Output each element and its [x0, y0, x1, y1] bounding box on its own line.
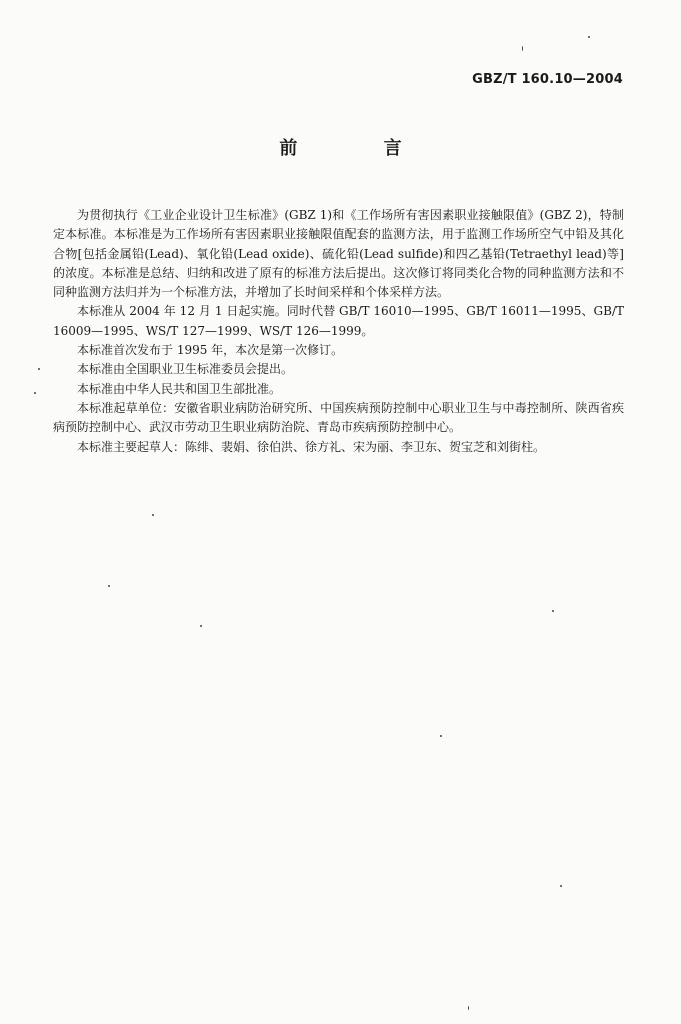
paragraph-purpose: 为贯彻执行《工业企业设计卫生标准》(GBZ 1)和《工作场所有害因素职业接触限值》(GBZ 2)，特制定本标准。本标准是为工作场所有害因素职业接触限值配套的监测方法，用于监测工作场所空气中铅及其化合物[包括金属铅(Lead)、氧化铅(Lead oxide)、硫化铅(Lead sulfide)和四乙基铅(Tetraethyl lead)等]的浓度。本标准是总结、归纳和改进了原有的标准方法后提出。这次修订将同类化合物的同种监测方法和不同种监测方法归并为一个标准方法，并增加了长时间采样和个体采样方法。	[53, 208, 624, 300]
scan-speck	[152, 514, 154, 516]
scan-speck	[552, 610, 554, 612]
paragraph-approved-by: 本标准由中华人民共和国卫生部批准。	[77, 381, 282, 396]
page-title: 前 言	[279, 138, 442, 159]
scan-speck	[588, 36, 590, 38]
scan-speck	[468, 1006, 469, 1010]
scan-speck	[108, 585, 110, 587]
document-body	[53, 206, 624, 457]
paragraph-proposed-by: 本标准由全国职业卫生标准委员会提出。	[77, 362, 294, 377]
paragraph-first-issue: 本标准首次发布于 1995 年，本次是第一次修订。	[77, 343, 344, 358]
scan-speck	[522, 46, 523, 51]
standard-code: GBZ/T 160.10—2004	[472, 72, 623, 87]
scan-speck	[200, 625, 202, 627]
paragraph-drafters: 本标准主要起草人：陈绯、裴娟、徐伯洪、徐方礼、宋为丽、李卫东、贺宝芝和刘街柱。	[77, 439, 546, 454]
paragraph-drafting-units: 本标准起草单位：安徽省职业病防治研究所、中国疾病预防控制中心职业卫生与中毒控制所、陕西省疾病预防控制中心、武汉市劳动卫生职业病防治院、青岛市疾病预防控制中心。	[53, 400, 624, 435]
scan-speck	[440, 735, 442, 737]
scan-speck	[560, 885, 562, 887]
paragraph-effective-date: 本标准从 2004 年 12 月 1 日起实施。同时代替 GB/T 16010—1995、GB/T 16011—1995、GB/T 16009—1995、WS/T 127—1999、WS/T 126—1999。	[53, 304, 624, 338]
scan-speck	[38, 368, 40, 370]
scan-speck	[34, 392, 36, 394]
